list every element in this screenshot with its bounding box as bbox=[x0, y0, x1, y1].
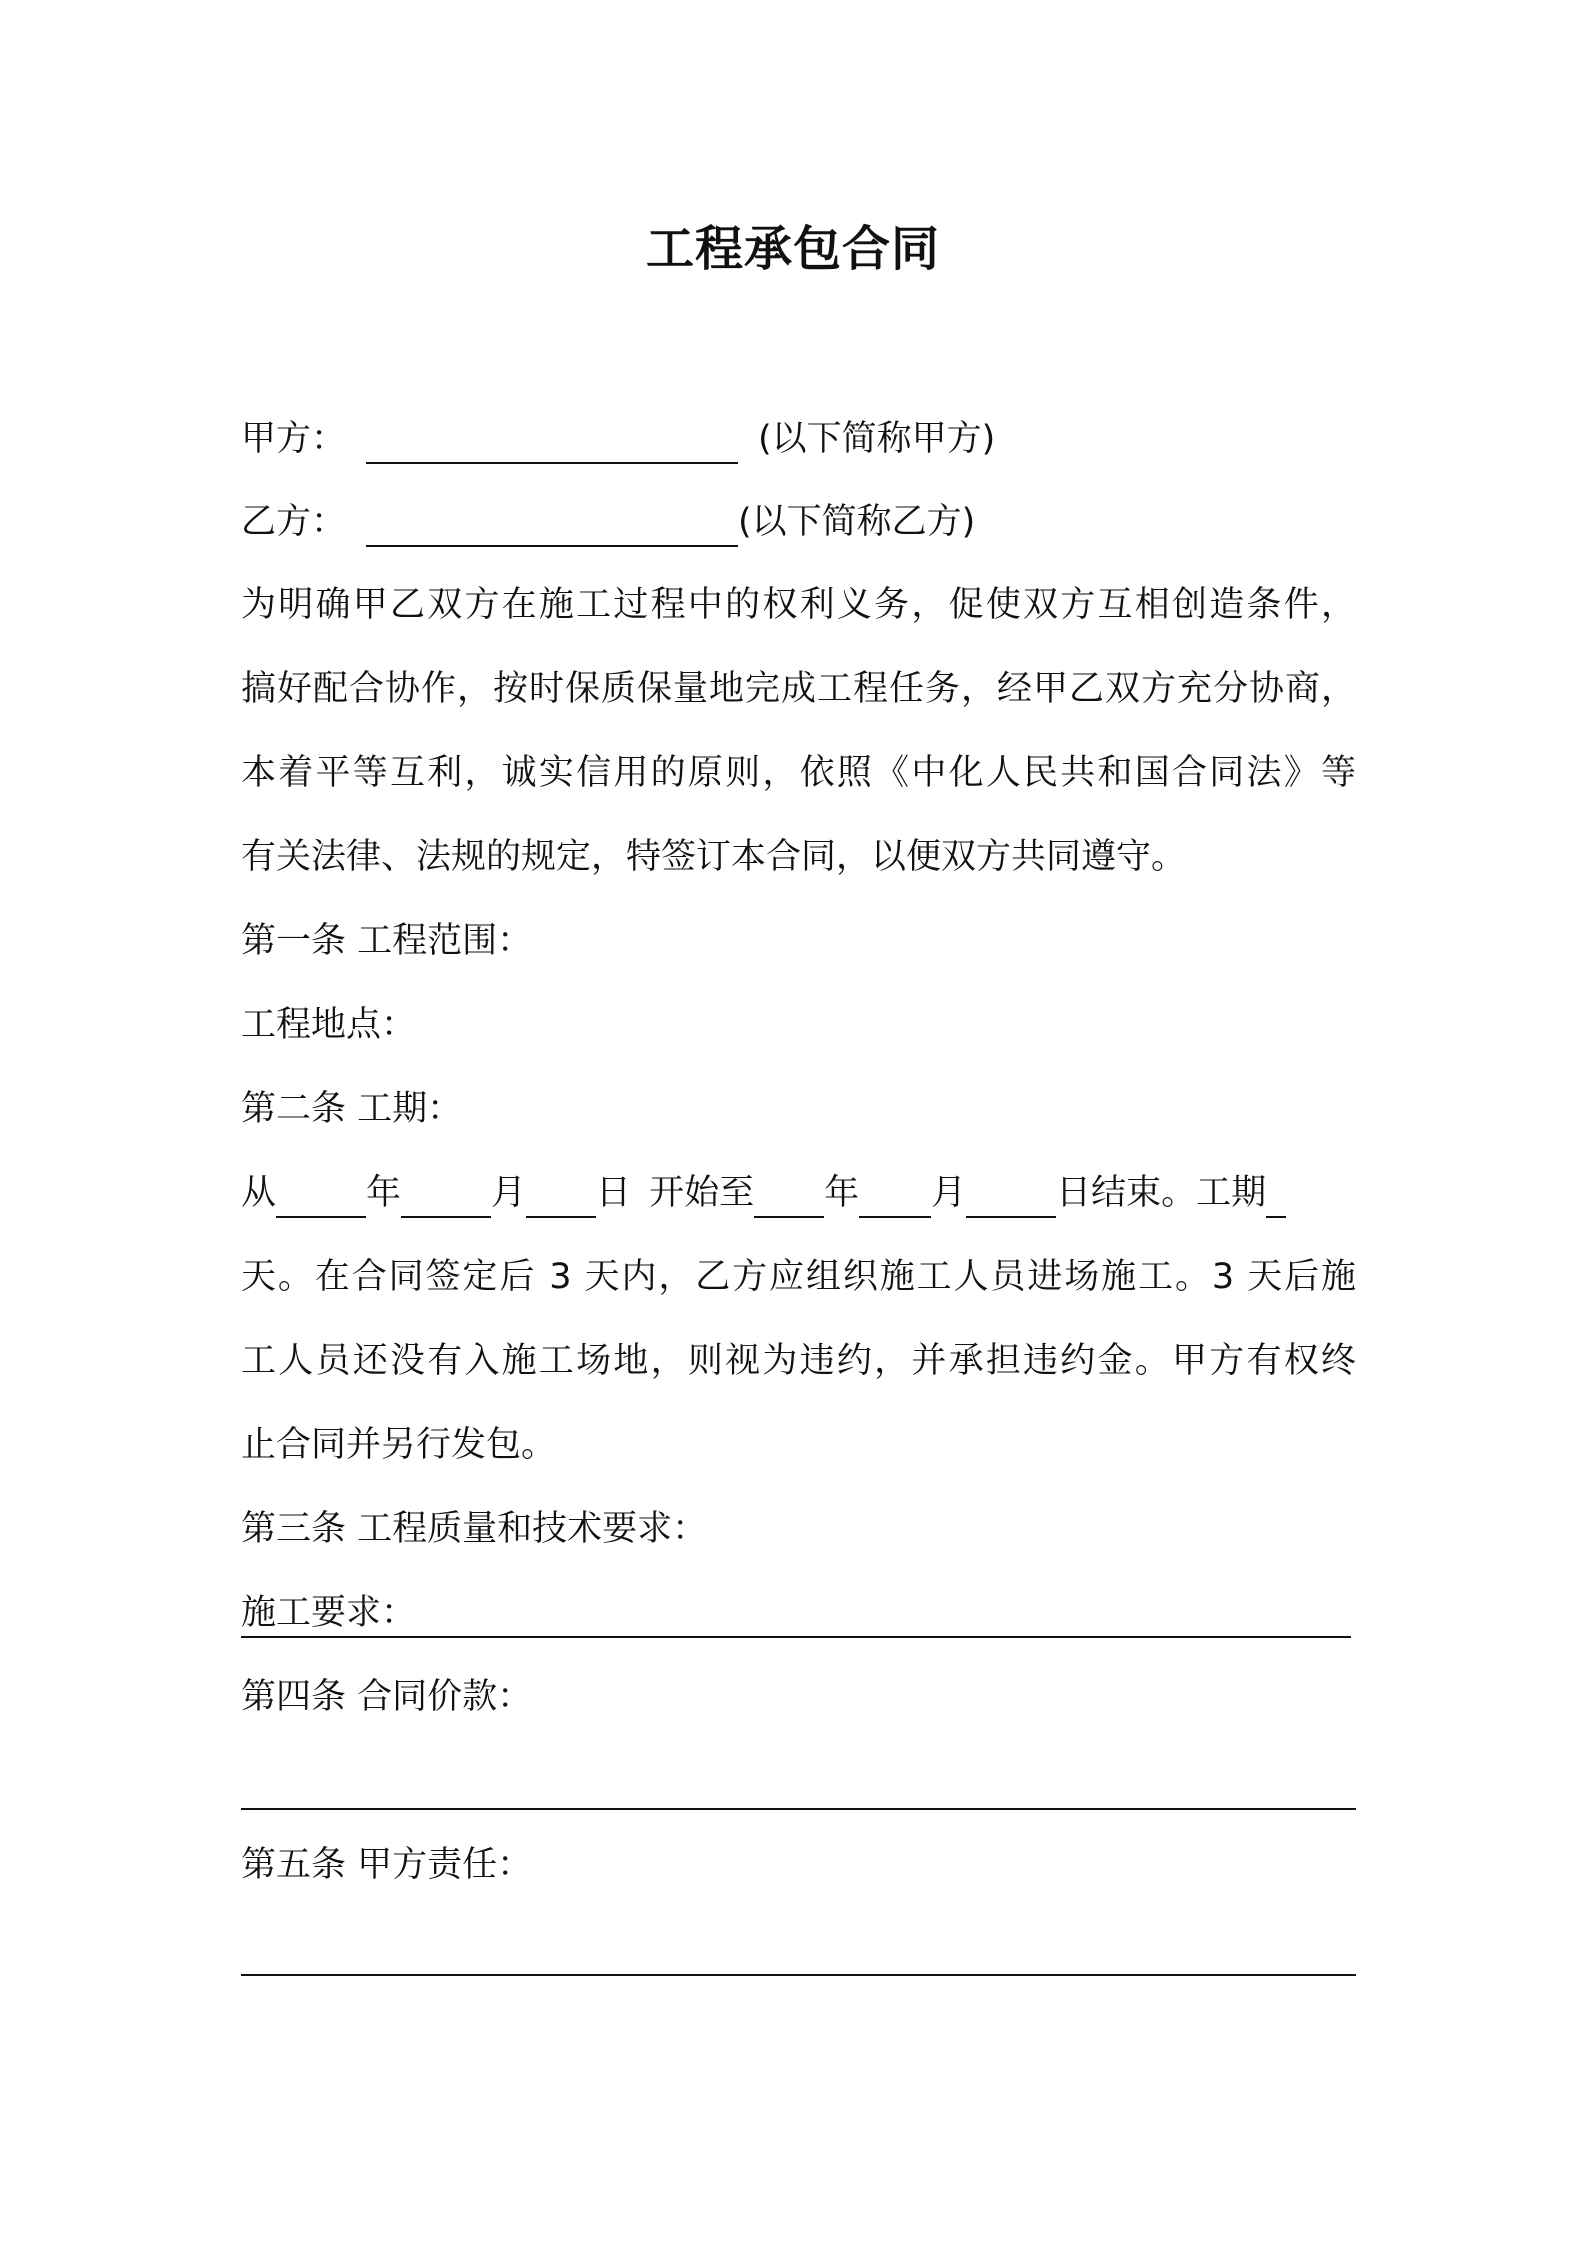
project-location-label: 工程地点： bbox=[241, 1005, 417, 1045]
article2-heading: 第二条 工期： bbox=[241, 1089, 463, 1129]
end-year-blank[interactable] bbox=[754, 1176, 824, 1218]
party-a-line bbox=[241, 414, 1356, 464]
article3-heading: 第三条 工程质量和技术要求： bbox=[241, 1509, 708, 1549]
party-a-label: 甲方： bbox=[241, 419, 347, 459]
article2-text-line: 止合同并另行发包。 bbox=[241, 1425, 557, 1465]
end-month-blank[interactable] bbox=[859, 1176, 931, 1218]
schedule-year: 年 bbox=[366, 1173, 402, 1213]
construction-requirement-label: 施工要求： bbox=[241, 1593, 417, 1633]
contract-price-underline[interactable] bbox=[241, 1808, 1356, 1810]
party-a-responsibility-underline[interactable] bbox=[241, 1974, 1356, 1976]
construction-requirement-line bbox=[241, 1588, 1356, 1638]
party-b-label: 乙方： bbox=[241, 502, 347, 542]
requirement-underline[interactable] bbox=[241, 1636, 1351, 1638]
schedule-start-to: 开始至 bbox=[649, 1173, 755, 1213]
end-day-blank[interactable] bbox=[966, 1176, 1056, 1218]
schedule-day: 日 bbox=[596, 1173, 632, 1213]
intro-line: 本着平等互利，诚实信用的原则，依照《中化人民共和国合同法》等 bbox=[241, 753, 1356, 793]
start-day-blank[interactable] bbox=[526, 1176, 596, 1218]
intro-line: 有关法律、法规的规定，特签订本合同，以便双方共同遵守。 bbox=[241, 837, 1187, 877]
schedule-month-2: 月 bbox=[931, 1173, 967, 1213]
document-title: 工程承包合同 bbox=[645, 221, 940, 277]
article2-text-line: 工人员还没有入施工场地，则视为违约，并承担违约金。甲方有权终 bbox=[241, 1341, 1356, 1381]
article4-heading: 第四条 合同价款： bbox=[241, 1677, 533, 1717]
party-a-blank[interactable] bbox=[366, 422, 738, 464]
duration-days-blank[interactable] bbox=[1266, 1176, 1286, 1218]
schedule-year-2: 年 bbox=[824, 1173, 860, 1213]
schedule-continuation: 天。在合同签定后 3 天内，乙方应组织施工人员进场施工。3 天后施 bbox=[241, 1257, 1356, 1297]
schedule-month: 月 bbox=[491, 1173, 527, 1213]
start-year-blank[interactable] bbox=[276, 1176, 366, 1218]
start-month-blank[interactable] bbox=[401, 1176, 491, 1218]
schedule-line bbox=[241, 1168, 1356, 1218]
intro-line: 为明确甲乙双方在施工过程中的权利义务，促使双方互相创造条件， bbox=[241, 585, 1356, 625]
schedule-end: 日结束。工期 bbox=[1056, 1173, 1267, 1213]
article5-heading: 第五条 甲方责任： bbox=[241, 1845, 533, 1885]
party-b-blank[interactable] bbox=[366, 505, 738, 547]
party-a-note: (以下简称甲方) bbox=[758, 419, 996, 459]
article1-heading: 第一条 工程范围： bbox=[241, 921, 533, 961]
party-b-note: (以下简称乙方) bbox=[738, 502, 976, 542]
intro-line: 搞好配合协作，按时保质保量地完成工程任务，经甲乙双方充分协商， bbox=[241, 669, 1356, 709]
party-b-line bbox=[241, 497, 1356, 547]
schedule-from: 从 bbox=[241, 1173, 277, 1213]
